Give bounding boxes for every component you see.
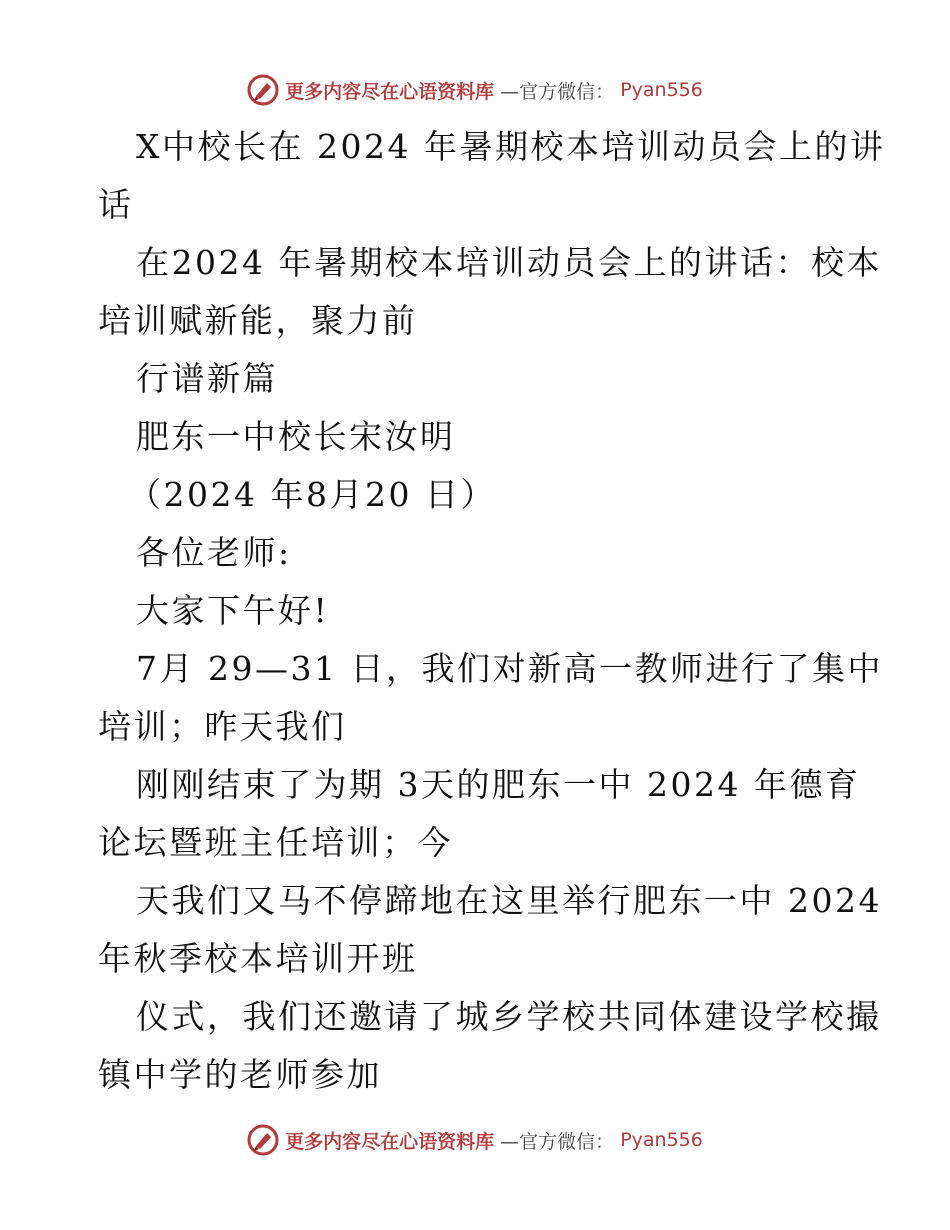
paragraph-line: 天我们又马不停蹄地在这里举行肥东一中 2024 (136, 881, 882, 920)
watermark-official-text: —官方微信： (500, 1130, 615, 1153)
author-line: 肥东一中校长宋汝明 (136, 417, 456, 456)
watermark-account: Pyan556 (620, 79, 703, 101)
header-watermark (0, 70, 950, 110)
watermark-library-text: 更多内容尽在心语资料库 (285, 1130, 495, 1153)
pen-logo-icon (247, 74, 279, 106)
footer-watermark (0, 1120, 950, 1160)
subtitle-line-2: 培训赋新能，聚力前 (98, 301, 418, 340)
watermark-account: Pyan556 (620, 1129, 703, 1151)
paragraph-line: 刚刚结束了为期 3天的肥东一中 2024 年德育 (136, 765, 861, 804)
paragraph-line: 7月 29—31 日，我们对新高一教师进行了集中 (136, 649, 883, 688)
subtitle-line-3: 行谱新篇 (136, 359, 278, 398)
document-body (98, 118, 886, 1104)
paragraph-line: 论坛暨班主任培训；今 (98, 823, 453, 862)
paragraph-line: 年秋季校本培训开班 (98, 939, 418, 978)
greeting-line: 大家下午好! (136, 591, 330, 630)
title-line-1: X中校长在 2024 年暑期校本培训动员会上的讲 (136, 127, 886, 166)
watermark-library-text: 更多内容尽在心语资料库 (285, 80, 495, 103)
paragraph-line: 仪式，我们还邀请了城乡学校共同体建设学校撮 (136, 997, 882, 1036)
title-line-2: 话 (98, 185, 134, 224)
pen-logo-icon (247, 1124, 279, 1156)
salutation-line: 各位老师: (136, 533, 292, 572)
subtitle-line-1: 在2024 年暑期校本培训动员会上的讲话：校本 (136, 243, 882, 282)
paragraph-line: 镇中学的老师参加 (98, 1055, 382, 1094)
watermark-official-text: —官方微信： (500, 80, 615, 103)
date-line: （2024 年8月20 日） (128, 475, 496, 514)
paragraph-line: 培训；昨天我们 (98, 707, 347, 746)
